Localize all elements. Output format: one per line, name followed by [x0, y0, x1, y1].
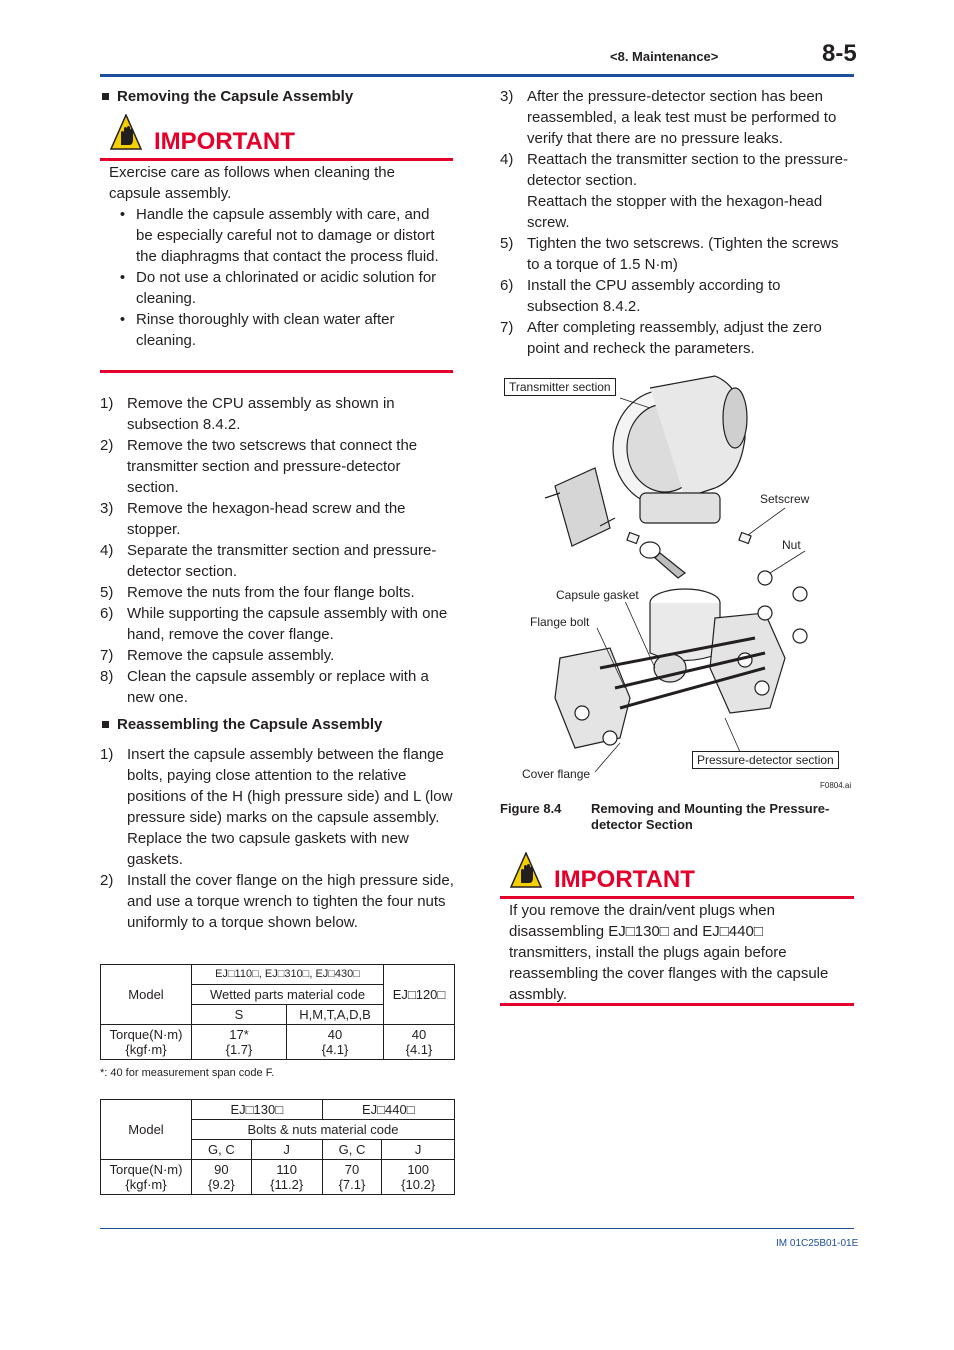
important-bullet: • Rinse thoroughly with clean water after cleaning. — [119, 311, 395, 349]
important-header-2 — [510, 853, 695, 893]
removing-step: 8) Clean the capsule assembly or replace with a new one. — [100, 668, 429, 706]
table-cell: S — [192, 1005, 287, 1025]
removing-steps — [100, 393, 456, 708]
important-text-2: If you remove the drain/vent plugs when disassembling EJ□130□ and EJ□440□ transmitters, install the plugs again before reassembling the cover flanges with the capsule assmbly. — [509, 902, 829, 1003]
reassembling-step: 7) After completing reassembly, adjust the zero point and recheck the parameters. — [500, 319, 822, 357]
important-bullets-1 — [109, 204, 449, 351]
table-cell: 17* {1.7} — [192, 1025, 287, 1060]
table-cell: J — [382, 1140, 455, 1160]
figure-caption: Removing and Mounting the Pressure-detector Section — [591, 801, 830, 832]
removing-step: 1) Remove the CPU assembly as shown in subsection 8.4.2. — [100, 395, 395, 433]
removing-step: 2) Remove the two setscrews that connect the transmitter section and pressure-detector section. — [100, 437, 418, 496]
table-cell: 40 {4.1} — [287, 1025, 384, 1060]
reassembling-step: 1) Insert the capsule assembly between the flange bolts, paying close attention to the relative positions of the H (high pressure side) and L (low pressure side) marks on the capsule assembly. Replace the two capsule gaskets with new gaskets. — [100, 746, 453, 868]
reassembling-step: 4) Reattach the transmitter section to the pressure-detector section. Reattach the stopper with the hexagon-head screw. — [500, 151, 848, 231]
table-cell: Torque(N·m) {kgf·m} — [101, 1160, 192, 1195]
table-cell: G, C — [322, 1140, 382, 1160]
table-cell: 100 {10.2} — [382, 1160, 455, 1195]
label-transmitter-section: Transmitter section — [504, 378, 616, 396]
label-setscrew: Setscrew — [760, 492, 810, 506]
important-bullet: • Handle the capsule assembly with care, and be especially careful not to damage or distort the diaphragms that contact the process fluid. — [119, 206, 439, 265]
table-cell: EJ□440□ — [322, 1100, 454, 1120]
table-cell: EJ□120□ — [384, 965, 455, 1025]
important-intro-1: Exercise care as follows when cleaning the capsule assembly. — [109, 164, 395, 202]
torque-table-1 — [100, 964, 455, 1060]
table-cell: Model — [101, 1100, 192, 1160]
removing-heading-text: Removing the Capsule Assembly — [117, 88, 354, 105]
reassembling-step: 2) Install the cover flange on the high pressure side, and use a torque wrench to tighten the four nuts uniformly to a torque shown below. — [100, 872, 454, 931]
label-flange-bolt: Flange bolt — [530, 615, 590, 629]
table-cell: H,M,T,A,D,B — [287, 1005, 384, 1025]
removing-step: 3) Remove the hexagon-head screw and the stopper. — [100, 500, 406, 538]
table-note: *: 40 for measurement span code F. — [100, 1067, 275, 1079]
label-cover-flange: Cover flange — [522, 767, 591, 781]
table-cell: Bolts & nuts material code — [192, 1120, 455, 1140]
square-bullet-icon — [102, 93, 109, 100]
removing-heading — [100, 86, 454, 107]
hand-warning-icon — [110, 114, 142, 155]
label-pressure-detector-section: Pressure-detector section — [692, 751, 839, 769]
important-rule-bottom-1 — [100, 370, 453, 373]
important-bullet: • Do not use a chlorinated or acidic solution for cleaning. — [119, 269, 437, 307]
reassembling-heading-text: Reassembling the Capsule Assembly — [117, 716, 383, 733]
important-title-2: IMPORTANT — [554, 866, 695, 893]
reassembling-heading — [100, 714, 454, 735]
removing-step: 5) Remove the nuts from the four flange bolts. — [100, 584, 415, 601]
table-cell: EJ□130□ — [192, 1100, 323, 1120]
transmitter-illustration — [500, 368, 854, 796]
important-rule-top-1 — [100, 158, 453, 161]
table-cell: Model — [101, 965, 192, 1025]
square-bullet-icon — [102, 721, 109, 728]
table-cell: 40 {4.1} — [384, 1025, 455, 1060]
label-nut: Nut — [782, 538, 801, 552]
figure-file-code: F0804.ai — [820, 781, 852, 790]
important-title-1: IMPORTANT — [154, 128, 295, 155]
table-cell: J — [251, 1140, 322, 1160]
table-cell: 90 {9.2} — [192, 1160, 252, 1195]
exploded-diagram — [500, 368, 854, 796]
removing-step: 6) While supporting the capsule assembly with one hand, remove the cover flange. — [100, 605, 448, 643]
table-cell: G, C — [192, 1140, 252, 1160]
figure-number: Figure 8.4 — [500, 801, 562, 816]
header-rule — [100, 74, 854, 77]
removing-step: 7) Remove the capsule assembly. — [100, 647, 335, 664]
torque-table-2 — [100, 1099, 455, 1195]
page-number: 8-5 — [822, 40, 857, 67]
reassembling-step: 6) Install the CPU assembly according to subsection 8.4.2. — [500, 277, 781, 315]
table-cell: 70 {7.1} — [322, 1160, 382, 1195]
important-header-1 — [110, 115, 295, 155]
table-cell: Wetted parts material code — [192, 985, 384, 1005]
label-capsule-gasket: Capsule gasket — [556, 588, 639, 602]
table-cell: 110 {11.2} — [251, 1160, 322, 1195]
important-rule-bottom-2 — [500, 1003, 854, 1006]
document-number: IM 01C25B01-01E — [776, 1238, 859, 1249]
table-cell: EJ□110□, EJ□310□, EJ□430□ — [192, 965, 384, 985]
important-box-1 — [109, 162, 449, 351]
reassembling-step: 3) After the pressure-detector section has been reassembled, a leak test must be performed to verify that there are no pressure leaks. — [500, 88, 837, 147]
important-rule-top-2 — [500, 896, 854, 899]
table-cell: Torque(N·m) {kgf·m} — [101, 1025, 192, 1060]
right-steps — [500, 86, 854, 359]
hand-warning-icon — [510, 852, 542, 893]
section-header: <8. Maintenance> — [610, 49, 719, 64]
removing-step: 4) Separate the transmitter section and pressure-detector section. — [100, 542, 437, 580]
reassembling-step: 5) Tighten the two setscrews. (Tighten the screws to a torque of 1.5 N·m) — [500, 235, 839, 273]
footer-rule — [100, 1228, 854, 1229]
reassembling-steps — [100, 744, 456, 933]
